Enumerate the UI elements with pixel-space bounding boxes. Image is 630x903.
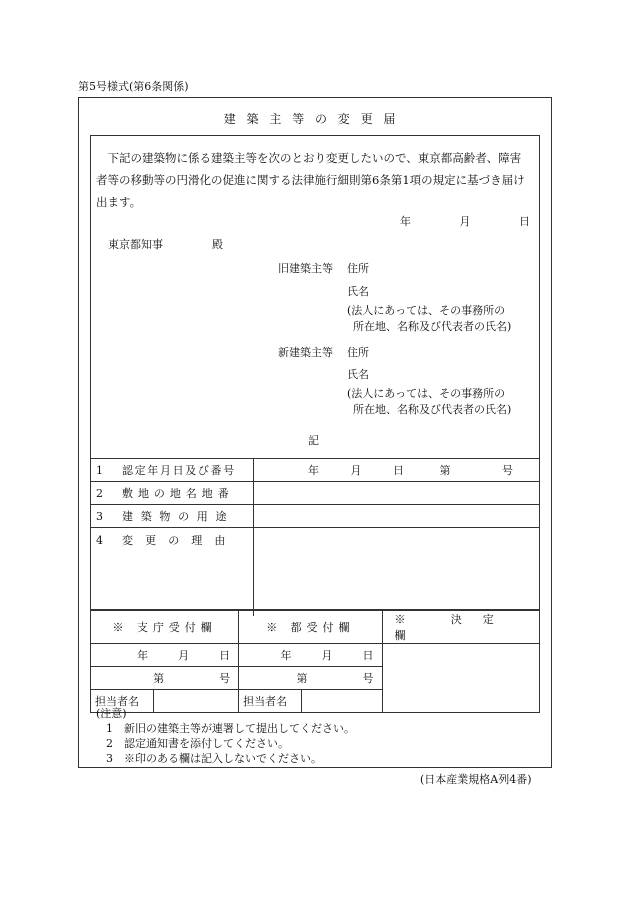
- notes-header: (注意): [96, 707, 127, 720]
- item-number: 2: [96, 487, 103, 500]
- form-number-label: 第5号様式(第6条関係): [78, 80, 189, 93]
- cert-dai-label: 第: [439, 464, 451, 477]
- items-table: [90, 458, 540, 616]
- decision-header: ※ 決定欄: [382, 611, 539, 644]
- metro-go-label: 号: [362, 672, 374, 685]
- item-3-label-cell: [90, 505, 254, 528]
- metro-year-label: 年: [280, 649, 292, 662]
- item-number: 3: [96, 510, 103, 523]
- table-row: [90, 528, 540, 617]
- cert-day-label: 日: [393, 464, 404, 477]
- notes: [96, 706, 355, 766]
- old-owner-address-label: 住所: [347, 262, 369, 275]
- item-1-label-cell: [90, 459, 254, 482]
- date-day-label: 日: [519, 215, 530, 228]
- table-row: [91, 611, 540, 644]
- date-year-label: 年: [400, 215, 411, 228]
- cert-month-label: 月: [350, 464, 362, 477]
- new-owner-note-line2: 所在地、名称及び代表者の氏名): [353, 403, 512, 416]
- table-row: [90, 482, 540, 505]
- declaration-text: 下記の建築物に係る建築主等を次のとおり変更したいので、東京都高齢者、障害者等の移動等の円滑化の促進に関する法律施行細則第6条第1項の規定に基づき届け出ます。: [96, 151, 525, 209]
- new-owner-note-line1: (法人にあっては、その事務所の: [347, 387, 506, 400]
- new-owner-label: 新建築主等: [278, 346, 333, 359]
- branch-staff-label: 担当者名: [91, 690, 154, 713]
- item-label: 敷地の地名地番: [122, 487, 234, 500]
- table-row: [91, 644, 540, 667]
- site-input-cell[interactable]: [254, 482, 541, 505]
- metro-header: ※ 都受付欄: [239, 611, 382, 644]
- branch-header: ※ 支庁受付欄: [91, 611, 239, 644]
- metro-date-cell[interactable]: [239, 644, 382, 667]
- old-owner-name-label: 氏名: [347, 285, 369, 298]
- cert-year-label: 年: [308, 464, 319, 477]
- metro-dai-label: 第: [296, 672, 308, 685]
- item-number: 1: [96, 464, 103, 477]
- item-label: 建築物の用途: [122, 510, 235, 523]
- certification-input-cell[interactable]: [254, 459, 541, 482]
- form-title: 建築主等の変更届: [223, 112, 407, 126]
- table-row: [90, 505, 540, 528]
- cert-go-label: 号: [502, 464, 513, 477]
- old-owner-note-line1: (法人にあっては、その事務所の: [347, 304, 506, 317]
- branch-date-cell[interactable]: [91, 644, 239, 667]
- reason-input-cell[interactable]: [254, 528, 541, 617]
- new-owner-name-label: 氏名: [347, 368, 369, 381]
- item-2-label-cell: [90, 482, 254, 505]
- branch-dai-label: 第: [153, 672, 165, 685]
- branch-go-label: 号: [219, 672, 231, 685]
- metro-month-label: 月: [321, 649, 333, 662]
- branch-year-label: 年: [137, 649, 149, 662]
- note-item: 2 認定通知書を添付してください。: [106, 737, 289, 750]
- paper-size-note: (日本産業規格A列4番): [420, 773, 532, 786]
- addressee: 東京都知事: [108, 238, 163, 251]
- ki-label: 記: [308, 434, 319, 447]
- metro-day-label: 日: [362, 649, 374, 662]
- decision-cell[interactable]: [382, 644, 539, 713]
- branch-number-cell[interactable]: [91, 667, 239, 690]
- old-owner-note-line2: 所在地、名称及び代表者の氏名): [353, 320, 512, 333]
- submission-date: [400, 213, 530, 229]
- item-4-label-cell: [90, 528, 254, 617]
- item-label: 認定年月日及び番号: [122, 464, 236, 477]
- table-row: [90, 459, 540, 482]
- item-number: 4: [96, 534, 103, 547]
- usage-input-cell[interactable]: [254, 505, 541, 528]
- branch-month-label: 月: [178, 649, 190, 662]
- date-month-label: 月: [459, 215, 471, 228]
- metro-staff-label: 担当者名: [239, 690, 302, 713]
- reception-table: [90, 610, 540, 713]
- item-label: 変更の理由: [122, 534, 238, 547]
- metro-number-cell[interactable]: [239, 667, 382, 690]
- old-owner-label: 旧建築主等: [278, 262, 333, 275]
- note-item: 1 新旧の建築主等が連署して提出してください。: [106, 722, 355, 735]
- branch-day-label: 日: [219, 649, 231, 662]
- new-owner-address-label: 住所: [347, 346, 369, 359]
- note-item: 3 ※印のある欄は記入しないでください。: [106, 752, 322, 765]
- honorific: 殿: [212, 238, 223, 251]
